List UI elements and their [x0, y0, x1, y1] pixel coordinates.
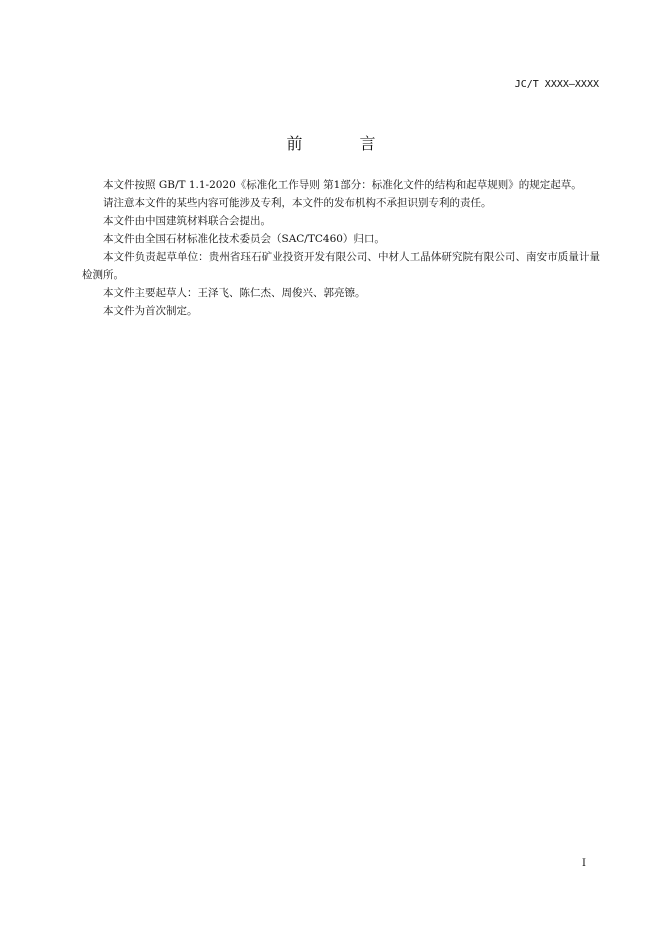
paragraph-drafting-units: 本文件负责起草单位：贵州省珏石矿业投资开发有限公司、中材人工晶体研究院有限公司、南安市质量计量检测所。: [82, 251, 600, 281]
document-code: JC/T XXXX—XXXX: [514, 79, 599, 90]
paragraph-first-edition: 本文件为首次制定。: [103, 305, 198, 317]
paragraph-patent-notice: 请注意本文件的某些内容可能涉及专利，本文件的发布机构不承担识别专利的责任。: [103, 197, 492, 209]
foreword-body: [82, 176, 600, 320]
paragraph-committee: 本文件由全国石材标准化技术委员会（SAC/TC460）归口。: [103, 233, 385, 245]
page-number: I: [582, 858, 586, 869]
paragraph-drafting-rules: 本文件按照 GB/T 1.1-2020《标准化工作导则 第1部分：标准化文件的结构和起草规则》的规定起草。: [103, 179, 582, 191]
page-title: 前 言: [286, 134, 402, 153]
paragraph-proposer: 本文件由中国建筑材料联合会提出。: [103, 215, 271, 227]
paragraph-drafters: 本文件主要起草人：王泽飞、陈仁杰、周俊兴、郭亮镲。: [103, 287, 366, 299]
